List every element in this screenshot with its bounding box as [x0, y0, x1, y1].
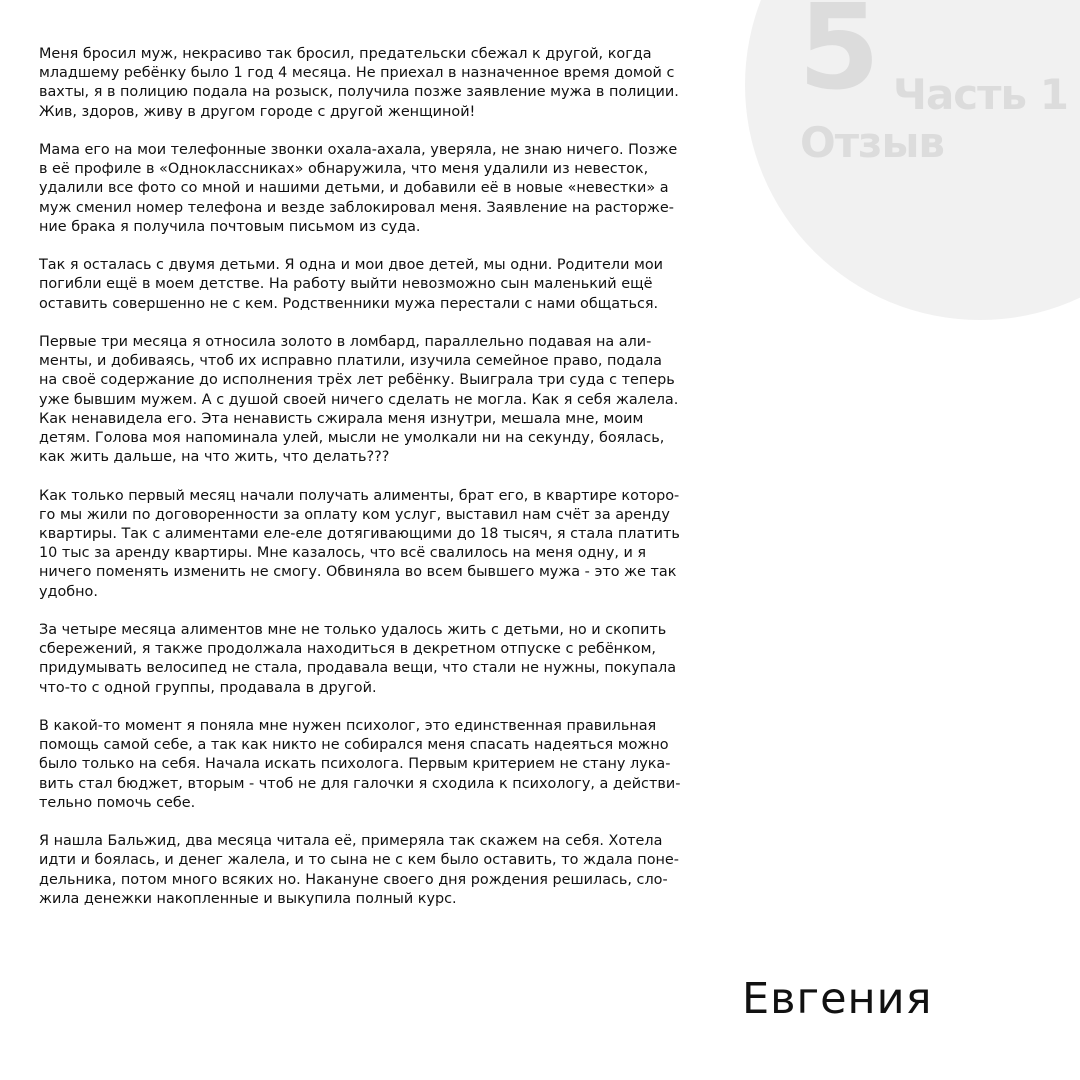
- text-line: За четыре месяца алиментов мне не только удалось жить с детьми, но и скопить: [39, 622, 667, 639]
- text-line: удалили все фото со мной и нашими детьми, и добавили её в новые «невестки» а: [39, 180, 669, 197]
- text-line: В какой-то момент я поняла мне нужен психолог, это единственная правильная: [39, 718, 657, 735]
- text-line: Так я осталась с двумя детьми. Я одна и мои двое детей, мы одни. Родители мои: [39, 257, 664, 274]
- text-line: муж сменил номер телефона и везде заблокировал меня. Заявление на расторже-: [39, 199, 674, 216]
- text-line: Мама его на мои телефонные звонки охала-ахала, уверяла, не знаю ничего. Позже: [39, 142, 678, 158]
- text-line: Я нашла Бальжид, два месяца читала её, примеряла так скажем на себя. Хотела: [39, 833, 663, 850]
- text-line: в её профиле в «Одноклассниках» обнаружила, что меня удалили из невесток,: [39, 161, 649, 178]
- text-line: на своё содержание до исполнения трёх лет ребёнку. Выиграла три суда с теперь: [39, 372, 675, 389]
- text-line: оставить совершенно не с кем. Родственники мужа перестали с нами общаться.: [39, 295, 659, 312]
- badge-review-label: Отзыв: [800, 118, 945, 167]
- text-line: погибли ещё в моем детстве. На работу выйти невозможно сын маленький ещё: [39, 276, 653, 293]
- text-line: вахты, я в полицию подала на розыск, получила позже заявление мужа в полиции.: [39, 84, 679, 101]
- text-line: сбережений, я также продолжала находиться в декретном отпуске с ребёнком,: [39, 641, 657, 658]
- text-line: го мы жили по договоренности за оплату ком услуг, выставил нам счёт за аренду: [39, 506, 670, 523]
- text-line: тельно помочь себе.: [39, 794, 196, 811]
- text-line: Как ненавидела его. Эта ненависть сжирала меня изнутри, мешала мне, моим: [39, 410, 644, 427]
- text-line: младшему ребёнку было 1 год 4 месяца. Не приехал в назначенное время домой с: [39, 65, 675, 82]
- text-line: было только на себя. Начала искать психолога. Первым критерием не стану лука-: [39, 756, 671, 773]
- text-line: Как только первый месяц начали получать алименты, брат его, в квартире которо-: [39, 487, 680, 504]
- text-line: придумывать велосипед не стала, продавала вещи, что стали не нужны, покупала: [39, 660, 677, 677]
- review-paragraph: [39, 256, 717, 314]
- text-line: удобно.: [39, 583, 98, 600]
- text-line: детям. Голова моя напоминала улей, мысли не умолкали ни на секунду, боялась,: [39, 430, 665, 447]
- part-badge: [798, 0, 1080, 180]
- text-line: жила денежки накопленные и выкупила полный курс.: [39, 890, 457, 907]
- badge-part-label: Часть 1: [893, 70, 1068, 119]
- text-line: Первые три месяца я относила золото в ломбард, параллельно подавая на али-: [39, 334, 652, 350]
- text-line: вить стал бюджет, вторым - чтоб не для галочки я сходила к психологу, а действи-: [39, 775, 681, 792]
- text-line: ничего поменять изменить не смогу. Обвиняла во всем бывшего мужа - это же так: [39, 564, 677, 581]
- review-paragraph: [39, 717, 717, 813]
- review-text: [39, 45, 717, 928]
- text-line: помощь самой себе, а так как никто не собирался меня спасать надеяться можно: [39, 737, 669, 754]
- review-paragraph: [39, 832, 717, 909]
- review-paragraph: [39, 621, 717, 698]
- text-line: дельника, потом много всяких но. Накануне своего дня рождения решилась, сло-: [39, 871, 668, 888]
- review-paragraph: [39, 141, 717, 237]
- review-paragraph: [39, 45, 717, 122]
- review-paragraph: [39, 333, 717, 467]
- review-paragraph: [39, 487, 717, 602]
- text-line: менты, и добиваясь, чтоб их исправно платили, изучила семейное право, подала: [39, 353, 662, 370]
- text-line: идти и боялась, и денег жалела, и то сына не с кем было оставить, то ждала поне-: [39, 852, 679, 869]
- text-line: уже бывшим мужем. А с душой своей ничего сделать не могла. Как я себя жалела.: [39, 391, 679, 408]
- author-name: Евгения: [742, 974, 933, 1024]
- text-line: что-то с одной группы, продавала в другой.: [39, 679, 377, 696]
- text-line: Меня бросил муж, некрасиво так бросил, предательски сбежал к другой, когда: [39, 46, 652, 62]
- text-line: Жив, здоров, живу в другом городе с другой женщиной!: [39, 103, 476, 120]
- text-line: как жить дальше, на что жить, что делать???: [39, 449, 390, 466]
- text-line: ние брака я получила почтовым письмом из суда.: [39, 218, 421, 235]
- text-line: квартиры. Так с алиментами еле-еле дотягивающими до 18 тысяч, я стала платить: [39, 526, 680, 543]
- badge-number: 5: [798, 0, 879, 116]
- text-line: 10 тыс за аренду квартиры. Мне казалось, что всё свалилось на меня одну, и я: [39, 545, 647, 562]
